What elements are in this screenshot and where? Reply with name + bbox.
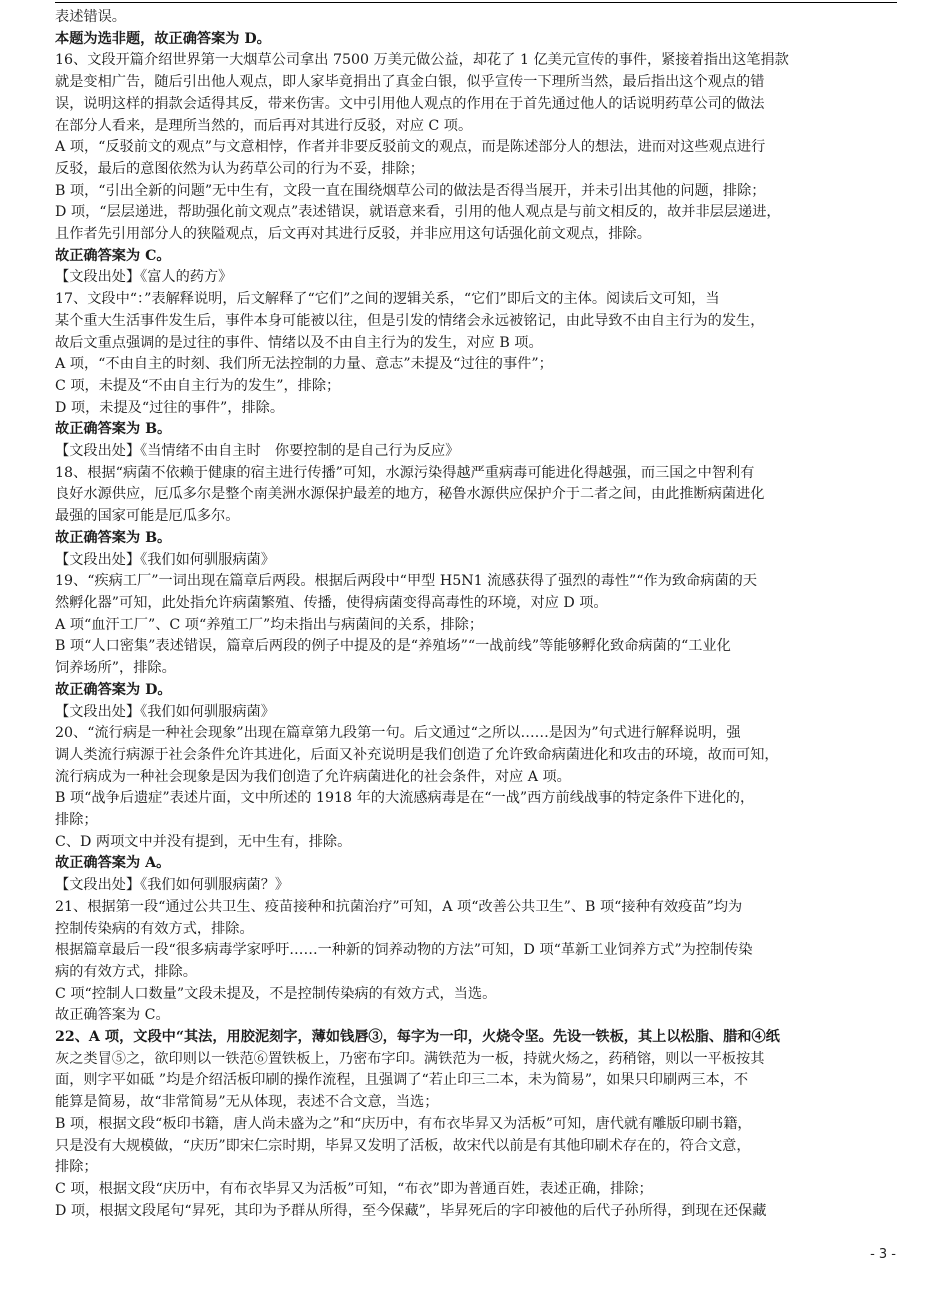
text-line: A 项，“反驳前文的观点”与文意相悖，作者并非要反驳前文的观点，而是陈述部分人的想法，进而对这些观点进行 <box>55 139 766 156</box>
text-line: 且作者先引用部分人的狭隘观点，后文再对其进行反驳，并非应用这句话强化前文观点，排除。 <box>55 226 651 243</box>
header-rule <box>55 2 897 3</box>
text-line: B 项，“引出全新的问题”无中生有，文段一直在围绕烟草公司的做法是否得当展开，并未引出其他的问题，排除； <box>55 182 766 199</box>
text-line: 最强的国家可能是厄瓜多尔。 <box>55 508 240 525</box>
text-line: 饲养场所”，排除。 <box>55 660 176 677</box>
text-line: D 项，未提及“过往的事件”，排除。 <box>55 399 285 416</box>
text-line: 【文段出处】《我们如何驯服病菌？》 <box>55 877 290 894</box>
text-line: C、D 两项文中并没有提到，无中生有，排除。 <box>55 833 352 850</box>
text-line: B 项“人口密集”表述错误，篇章后两段的例子中提及的是“养殖场”“一战前线”等能够孵化致命病菌的“工业化 <box>55 638 731 655</box>
text-line: 16、文段开篇介绍世界第一大烟草公司拿出 7500 万美元做公益，却花了 1 亿美元宣传的事件，紧接着指出这笔捐款 <box>55 52 789 69</box>
text-line: 只是没有大规模做，“庆历”即宋仁宗时期，毕昇又发明了活板，故宋代以前是有其他印刷术存在的，符合文意， <box>55 1137 751 1154</box>
text-line: 然孵化器”可知，此处指允许病菌繁殖、传播，使得病菌变得高毒性的环境，对应 D 项。 <box>55 594 608 611</box>
text-line: 故正确答案为 C。 <box>55 247 171 264</box>
text-line: 就是变相广告，随后引出他人观点，即人家毕竟捐出了真金白银，似乎宣传一下理所当然，最后指出这个观点的错 <box>55 74 765 91</box>
text-line: 根据篇章最后一段“很多病毒学家呼吁……一种新的饲养动物的方法”可知，D 项“革新工业饲养方式”为控制传染 <box>55 942 753 959</box>
text-line: 能算是简易，故“非常简易”无从体现，表述不合文意，当选； <box>55 1094 439 1111</box>
text-line: 故正确答案为 B。 <box>55 529 172 546</box>
text-line: 故正确答案为 B。 <box>55 421 172 438</box>
text-line: A 项“血汗工厂”、C 项“养殖工厂”均未指出与病菌间的关系，排除； <box>55 616 484 633</box>
text-line: 表述错误。 <box>55 9 126 25</box>
text-line: 20、“流行病是一种社会现象”出现在篇章第九段第一句。后文通过“之所以……是因为”句式进行解释说明，强 <box>55 725 741 742</box>
text-line: 灰之类冒⑤之，欲印则以一铁范⑥置铁板上，乃密布字印。满铁范为一板，持就火炀之，药稍镕，则以一平板按其 <box>55 1050 765 1067</box>
text-line: 17、文段中“：”表解释说明，后文解释了“它们”之间的逻辑关系，“它们”即后文的主体。阅读后文可知，当 <box>55 291 720 308</box>
page-number: - 3 - <box>870 1247 896 1262</box>
text-line: 调人类流行病源于社会条件允许其进化，后面又补充说明是我们创造了允许致命病菌进化和攻击的环境，故而可知， <box>55 746 779 763</box>
text-line: 流行病成为一种社会现象是因为我们创造了允许病菌进化的社会条件，对应 A 项。 <box>55 768 571 785</box>
text-line: 本题为选非题，故正确答案为 D。 <box>55 30 271 47</box>
text-line: 排除； <box>55 1159 98 1176</box>
text-line: 在部分人看来，是理所当然的，而后再对其进行反驳，对应 C 项。 <box>55 117 473 134</box>
text-line: B 项，根据文段“板印书籍，唐人尚未盛为之”和“庆历中，有布衣毕昇又为活板”可知，唐代就有雕版印刷书籍， <box>55 1115 752 1132</box>
text-line: 良好水源供应，厄瓜多尔是整个南美洲水源保护最差的地方，秘鲁水源供应保护介于二者之间，由此推断病菌进化 <box>55 486 765 503</box>
text-line: 误，说明这样的捐款会适得其反，带来伤害。文中引用他人观点的作用在于首先通过他人的话说明药草公司的做法 <box>55 95 765 112</box>
text-line: 【文段出处】《当情绪不由自主时 你要控制的是自己行为反应》 <box>55 443 460 460</box>
text-line: D 项，“层层递进，帮助强化前文观点”表述错误，就语意来看，引用的他人观点是与前文相反的，故并非层层递进， <box>55 204 781 221</box>
text-line: 反驳，最后的意图依然为认为药草公司的行为不妥，排除； <box>55 160 424 177</box>
text-line: 故正确答案为 D。 <box>55 681 172 698</box>
text-line: 故后文重点强调的是过往的事件、情绪以及不由自主行为的发生，对应 B 项。 <box>55 334 543 351</box>
text-line: 【文段出处】《富人的药方》 <box>55 269 233 286</box>
document-body <box>55 7 897 1222</box>
text-line: 控制传染病的有效方式，排除。 <box>55 920 254 937</box>
text-line: 18、根据“病菌不依赖于健康的宿主进行传播”可知，水源污染得越严重病毒可能进化得越强，而三国之中智利有 <box>55 464 755 481</box>
text-line: B 项“战争后遗症”表述片面，文中所述的 1918 年的大流感病毒是在“一战”西方前线战事的特定条件下进化的， <box>55 790 755 807</box>
text-line: 故正确答案为 C。 <box>55 1007 170 1024</box>
text-line: 22、A 项，文段中“其法，用胶泥刻字，薄如钱唇③，每字为一印，火烧令坚。先设一铁板，其上以松脂、腊和④纸 <box>55 1029 780 1046</box>
text-line: 病的有效方式，排除。 <box>55 963 197 980</box>
text-line: A 项，“不由自主的时刻、我们所无法控制的力量、意志”未提及“过往的事件”； <box>55 356 553 373</box>
text-line: 故正确答案为 A。 <box>55 855 171 872</box>
text-line: C 项，根据文段“庆历中，有布衣毕昇又为活板”可知，“布衣”即为普通百姓，表述正确，排除； <box>55 1180 653 1197</box>
text-line: 排除； <box>55 812 98 829</box>
text-line: 19、“疾病工厂”一词出现在篇章后两段。根据后两段中“甲型 H5N1 流感获得了强烈的毒性”“作为致命病菌的天 <box>55 573 758 590</box>
text-line: 【文段出处】《我们如何驯服病菌》 <box>55 551 275 568</box>
text-line: C 项“控制人口数量”文段未提及，不是控制传染病的有效方式，当选。 <box>55 985 497 1002</box>
text-line: 面，则字平如砥 ”均是介绍活板印刷的操作流程，且强调了“若止印三二本，未为简易”，如果只印刷两三本，不 <box>55 1072 749 1089</box>
text-line: D 项，根据文段尾句“昇死，其印为予群从所得，至今保藏”，毕昇死后的字印被他的后代子孙所得，到现在还保藏 <box>55 1202 767 1219</box>
text-line: 【文段出处】《我们如何驯服病菌》 <box>55 703 275 720</box>
text-line: 某个重大生活事件发生后，事件本身可能被以往，但是引发的情绪会永远被铭记，由此导致不由自主行为的发生， <box>55 312 765 329</box>
text-line: C 项，未提及“不由自主行为的发生”，排除； <box>55 377 341 394</box>
text-line: 21、根据第一段“通过公共卫生、疫苗接种和抗菌治疗”可知，A 项“改善公共卫生”、B 项“接种有效疫苗”均为 <box>55 898 743 915</box>
